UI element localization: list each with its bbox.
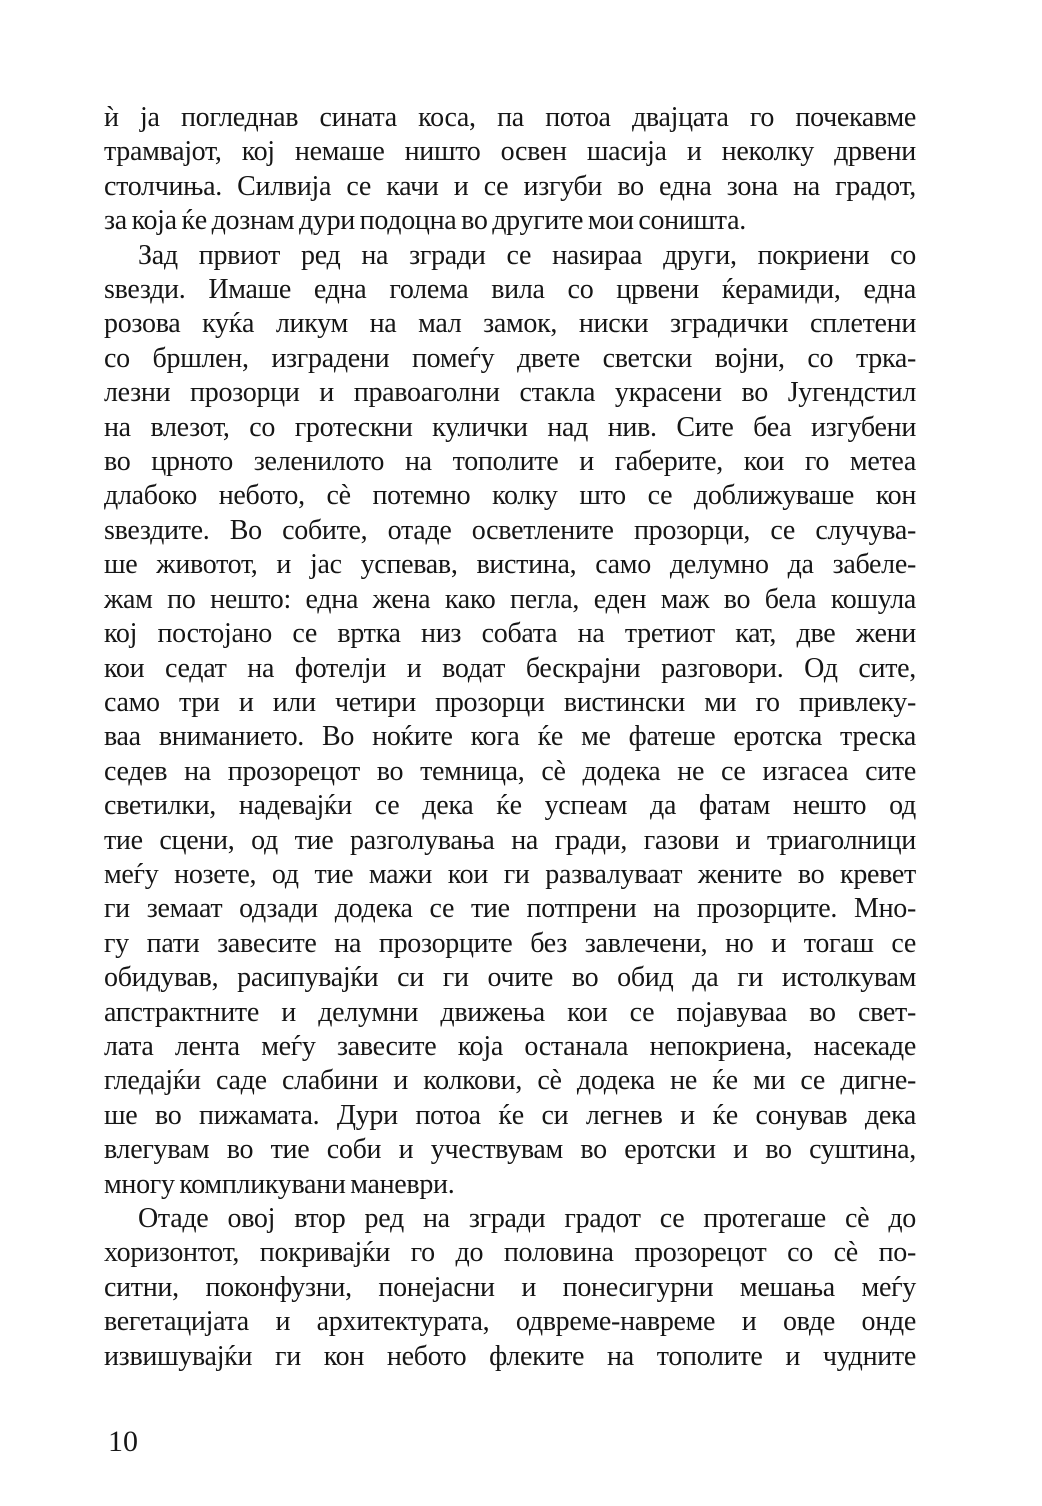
text-block	[104, 101, 916, 1374]
text-line: обидував, расипувајќи си ги очите во обид да ги истолкувам	[104, 962, 916, 994]
text-line: тие сцени, од тие разголувања на гради, газови и триаголници	[104, 824, 916, 856]
text-line: трамвајот, кој немаше ништо освен шасија и неколку дрвени	[104, 136, 916, 168]
text-line: гу пати завесите на прозорците без завлечени, но и тогаш се	[104, 927, 916, 959]
paragraph	[104, 1202, 916, 1374]
text-line: извишувајќи ги кон небото флеките на тополите и чудните	[104, 1340, 916, 1372]
page-number: 10	[108, 1425, 138, 1458]
text-line: хоризонтот, покривајќи го до половина прозорецот со сѐ по-	[104, 1237, 916, 1269]
text-line: ѝ ја погледнав сината коса, па потоа двајцата го почекавме	[104, 102, 916, 133]
text-line: Отаде овој втор ред на згради градот се протегаше сѐ до	[138, 1203, 916, 1234]
text-line: Зад првиот ред на згради се наѕираа други, покриени со	[138, 239, 916, 271]
text-line: розова куќа ликум на мал замок, ниски зградички сплетени	[104, 308, 916, 340]
text-line: ѕвезди. Имаше една голема вила со црвени ќерамиди, една	[104, 274, 916, 306]
text-line: ситни, поконфузни, понејасни и понесигурни мешања меѓу	[104, 1271, 916, 1303]
text-line: само три и или четири прозорци вистински ми го привлеку-	[104, 686, 916, 718]
text-line: за која ќе дознам дури подоцна во другите мои соништа.	[104, 205, 746, 237]
paragraph	[104, 239, 916, 1202]
text-line: ваа вниманието. Во ноќите кога ќе ме фатеше еротска треска	[104, 721, 916, 753]
text-line: кои седат на фотелји и водат бескрајни разговори. Од сите,	[104, 652, 916, 684]
text-line: ги земаат одзади додека се тие потпрени на прозорците. Мно-	[104, 893, 916, 925]
text-line: жам по нешто: една жена како пегла, еден маж во бела кошула	[104, 583, 916, 615]
text-line: ше животот, и јас успевав, вистина, само делумно да забеле-	[104, 549, 916, 581]
text-line: меѓу нозете, од тие мажи кои ги развалуваат жените во кревет	[104, 858, 916, 890]
text-line: столчиња. Силвија се качи и се изгуби во една зона на градот,	[104, 170, 916, 202]
text-line: седев на прозорецот во темница, сѐ додека не се изгасеа сите	[104, 755, 916, 787]
text-line: ше во пижамата. Дури потоа ќе си легнев и ќе сонував дека	[104, 1099, 916, 1131]
text-line: многу компликувани маневри.	[104, 1168, 455, 1200]
text-line: апстрактните и делумни движења кои се појавуваа во свет-	[104, 996, 916, 1028]
text-line: лезни прозорци и правоаголни стакла украсени во Југендстил	[104, 377, 916, 409]
text-line: лата лента меѓу завесите која останала непокриена, насекаде	[104, 1030, 916, 1062]
text-line: со бршлен, изградени помеѓу двете светски војни, со трка-	[104, 342, 916, 374]
text-line: влегувам во тие соби и учествувам во еротски и во суштина,	[104, 1134, 916, 1166]
text-line: ѕвездите. Во собите, отаде осветлените прозорци, се случува-	[104, 514, 916, 546]
text-line: кој постојано се вртка низ собата на третиот кат, две жени	[104, 618, 916, 650]
paragraph	[104, 101, 916, 239]
text-line: длабоко небото, сѐ потемно колку што се доближуваше кон	[104, 480, 916, 512]
text-line: на влезот, со гротескни кулички над нив. Сите беа изгубени	[104, 411, 916, 443]
text-line: гледајќи саде слабини и колкови, сѐ додека не ќе ми се дигне-	[104, 1065, 916, 1097]
text-line: светилки, надевајќи се дека ќе успеам да фатам нешто од	[104, 790, 916, 822]
text-line: во црното зеленилото на тополите и габерите, кои го метеа	[104, 446, 916, 478]
text-line: вегетацијата и архитектурата, одвреме-навреме и овде онде	[104, 1306, 916, 1338]
